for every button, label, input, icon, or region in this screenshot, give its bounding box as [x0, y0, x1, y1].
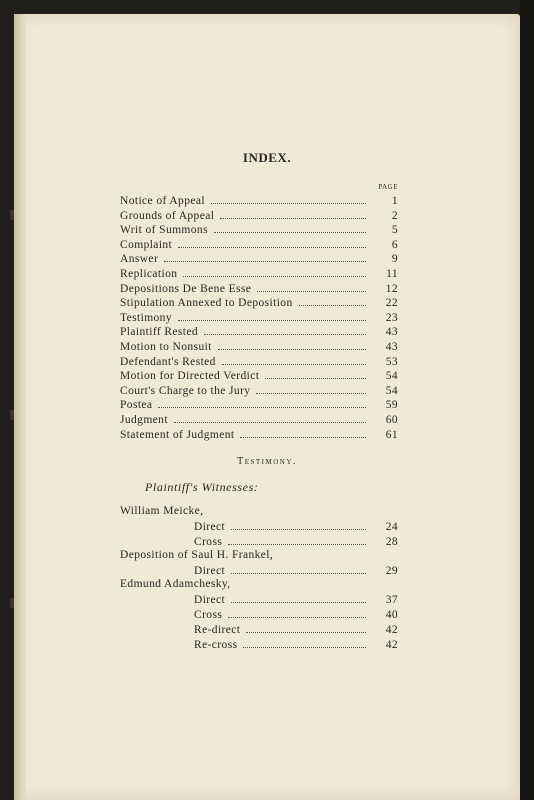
- entry-page: 6: [391, 238, 398, 251]
- witness-entry: [194, 520, 398, 534]
- entry-label: Judgment: [120, 414, 168, 426]
- entry-page: 9: [391, 253, 398, 266]
- entry-label: Postea: [120, 399, 153, 412]
- witness-name: Edmund Adamchesky,: [120, 578, 231, 590]
- entry-label: Cross: [194, 609, 223, 621]
- entry-label: Direct: [194, 521, 226, 533]
- leader-dots: [228, 535, 366, 545]
- entry-label: Writ of Summons: [120, 224, 208, 237]
- entry-label: Statement of Judgment: [120, 428, 235, 441]
- entry-page: 1: [391, 195, 398, 207]
- entry-page: 29: [385, 565, 398, 577]
- index-entry: [120, 296, 398, 310]
- entry-page: 23: [385, 311, 398, 324]
- leader-dots: [178, 311, 366, 321]
- leader-dots: [240, 428, 366, 438]
- entry-label: Defendant's Rested: [120, 355, 216, 368]
- page-column-header: PAGE: [378, 183, 398, 191]
- index-entry: [120, 384, 398, 398]
- leader-dots: [228, 608, 366, 618]
- leader-dots: [231, 564, 366, 574]
- entry-label: Stipulation Annexed to Deposition: [120, 297, 293, 310]
- entry-label: Testimony: [120, 311, 172, 324]
- binding-mark: [10, 410, 14, 420]
- leader-dots: [178, 238, 366, 248]
- entry-page: 61: [385, 428, 398, 441]
- index-entry: [120, 252, 398, 266]
- index-entry: [120, 223, 398, 237]
- entry-label: Court's Charge to the Jury: [120, 384, 251, 397]
- entry-label: Answer: [120, 253, 159, 266]
- leader-dots: [257, 282, 366, 292]
- entry-page: 24: [385, 521, 398, 533]
- index-entry: [120, 267, 398, 281]
- index-entry: [120, 311, 398, 325]
- index-entry: [120, 282, 398, 296]
- entry-page: 43: [385, 341, 398, 353]
- leader-dots: [204, 325, 366, 335]
- leader-dots: [174, 413, 366, 423]
- entry-page: 43: [385, 326, 398, 339]
- index-entry: [120, 428, 398, 442]
- witness-entry: [194, 608, 398, 622]
- entry-label: Re-direct: [194, 624, 241, 636]
- entry-page: 42: [385, 639, 398, 651]
- plaintiff-witnesses-heading: Plaintiff's Witnesses:: [145, 480, 259, 494]
- leader-dots: [256, 384, 366, 394]
- entry-label: Replication: [120, 268, 178, 280]
- witness-name: William Meicke,: [120, 505, 204, 517]
- entry-page: 28: [385, 536, 398, 548]
- scan-border: [520, 0, 534, 800]
- leader-dots: [220, 209, 366, 219]
- entry-label: Notice of Appeal: [120, 195, 205, 207]
- binding-edge: [14, 14, 26, 800]
- entry-label: Motion for Directed Verdict: [120, 370, 260, 383]
- leader-dots: [183, 267, 366, 277]
- entry-label: Direct: [194, 594, 226, 606]
- leader-dots: [214, 223, 366, 233]
- entry-page: 5: [391, 224, 398, 237]
- leader-dots: [158, 398, 366, 408]
- entry-page: 37: [385, 594, 398, 606]
- entry-label: Grounds of Appeal: [120, 209, 215, 222]
- index-title: INDEX.: [242, 150, 292, 165]
- entry-label: Plaintiff Rested: [120, 326, 199, 339]
- leader-dots: [265, 369, 366, 379]
- entry-label: Depositions De Bene Esse: [120, 282, 252, 295]
- index-entry: [120, 209, 398, 223]
- index-entry: [120, 194, 398, 208]
- leader-dots: [231, 593, 366, 603]
- entry-page: 54: [385, 370, 398, 383]
- entry-page: 22: [385, 297, 398, 310]
- witness-entry: [194, 564, 398, 578]
- entry-page: 12: [385, 282, 398, 295]
- index-entry: [120, 238, 398, 252]
- entry-page: 59: [385, 399, 398, 412]
- binding-mark: [10, 210, 14, 220]
- entry-page: 2: [391, 209, 398, 222]
- entry-label: Re-cross: [194, 639, 238, 651]
- witness-entry: [194, 593, 398, 607]
- leader-dots: [243, 638, 366, 648]
- index-entry: [120, 413, 398, 427]
- entry-page: 40: [385, 609, 398, 621]
- leader-dots: [246, 623, 366, 633]
- leader-dots: [299, 296, 366, 306]
- index-entry: [120, 340, 398, 354]
- leader-dots: [222, 355, 366, 365]
- entry-label: Complaint: [120, 238, 173, 251]
- index-entry: [120, 398, 398, 412]
- witness-entry: [194, 638, 398, 652]
- entry-label: Direct: [194, 565, 226, 577]
- index-entry: [120, 369, 398, 383]
- binding-mark: [10, 598, 14, 608]
- leader-dots: [211, 194, 366, 204]
- witness-entry: [194, 623, 398, 637]
- witness-name: Deposition of Saul H. Frankel,: [120, 549, 274, 561]
- leader-dots: [231, 520, 366, 530]
- index-entry: [120, 355, 398, 369]
- leader-dots: [164, 252, 366, 262]
- entry-page: 53: [385, 355, 398, 368]
- witness-entry: [194, 535, 398, 549]
- entry-label: Cross: [194, 536, 223, 548]
- entry-page: 42: [385, 624, 398, 636]
- entry-page: 11: [386, 268, 398, 280]
- testimony-heading: Testimony.: [237, 456, 297, 467]
- entry-label: Motion to Nonsuit: [120, 341, 212, 353]
- leader-dots: [218, 340, 366, 350]
- index-entry: [120, 325, 398, 339]
- entry-page: 54: [385, 384, 398, 397]
- entry-page: 60: [385, 414, 398, 426]
